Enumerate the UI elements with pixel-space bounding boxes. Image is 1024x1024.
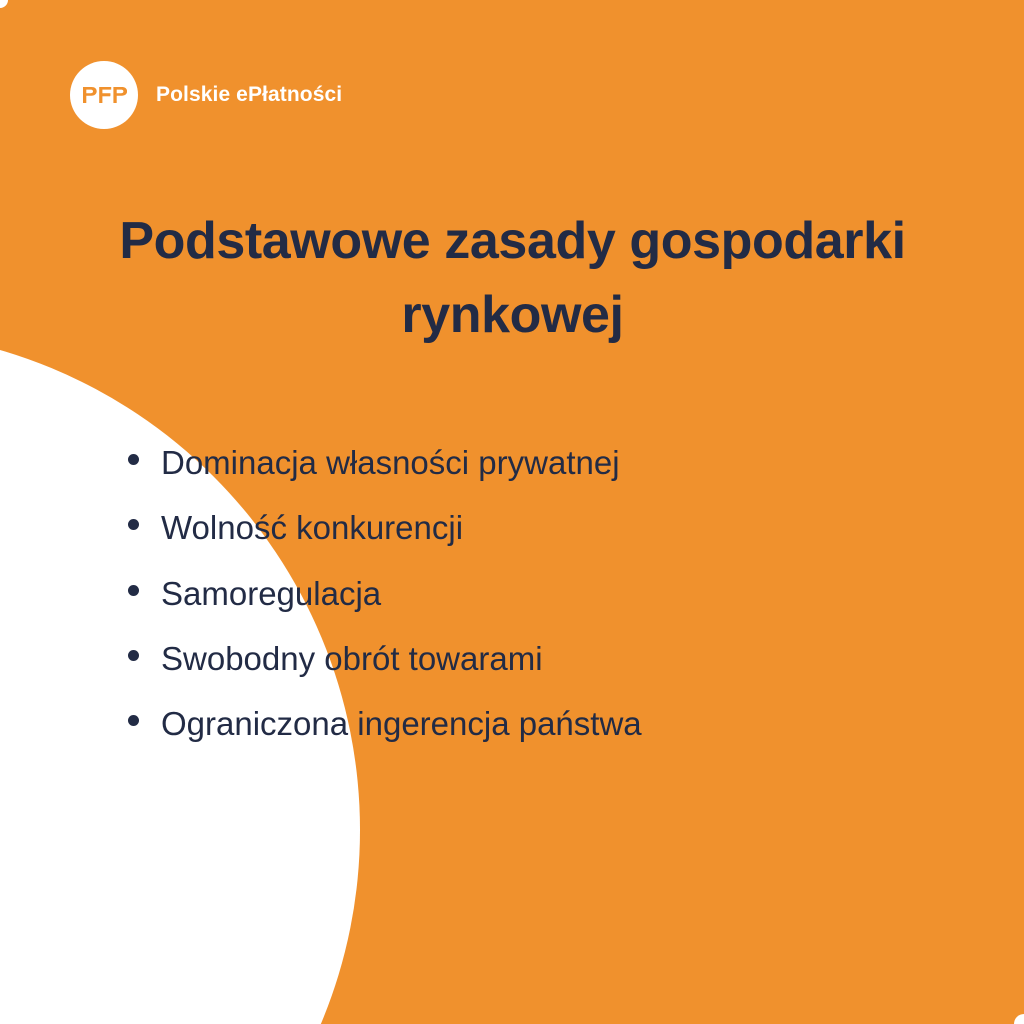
pep-logo-icon — [70, 61, 138, 129]
list-item — [128, 703, 948, 744]
list-item — [128, 507, 948, 548]
bullet-dot-icon — [128, 585, 139, 596]
list-item-label: Wolność konkurencji — [161, 509, 464, 547]
list-item-label: Ograniczona ingerencja państwa — [161, 705, 642, 742]
bullet-dot-icon — [128, 715, 139, 726]
list-item-label: Dominacja własności prywatnej — [161, 444, 620, 481]
bullet-dot-icon — [128, 650, 139, 661]
bullet-dot-icon — [128, 454, 139, 465]
brand-lockup — [70, 61, 342, 129]
page-title: Podstawowe zasady gospodarki rynkowej — [119, 212, 906, 344]
principles-list — [128, 442, 948, 768]
list-item — [128, 573, 948, 614]
list-item-label: Samoregulacja — [161, 574, 382, 612]
list-item — [128, 638, 948, 679]
bullet-dot-icon — [128, 519, 139, 530]
list-item — [128, 442, 948, 483]
list-item-label: Swobodny obrót towarami — [161, 639, 543, 677]
brand-name: Polskie ePłatności — [156, 83, 343, 106]
